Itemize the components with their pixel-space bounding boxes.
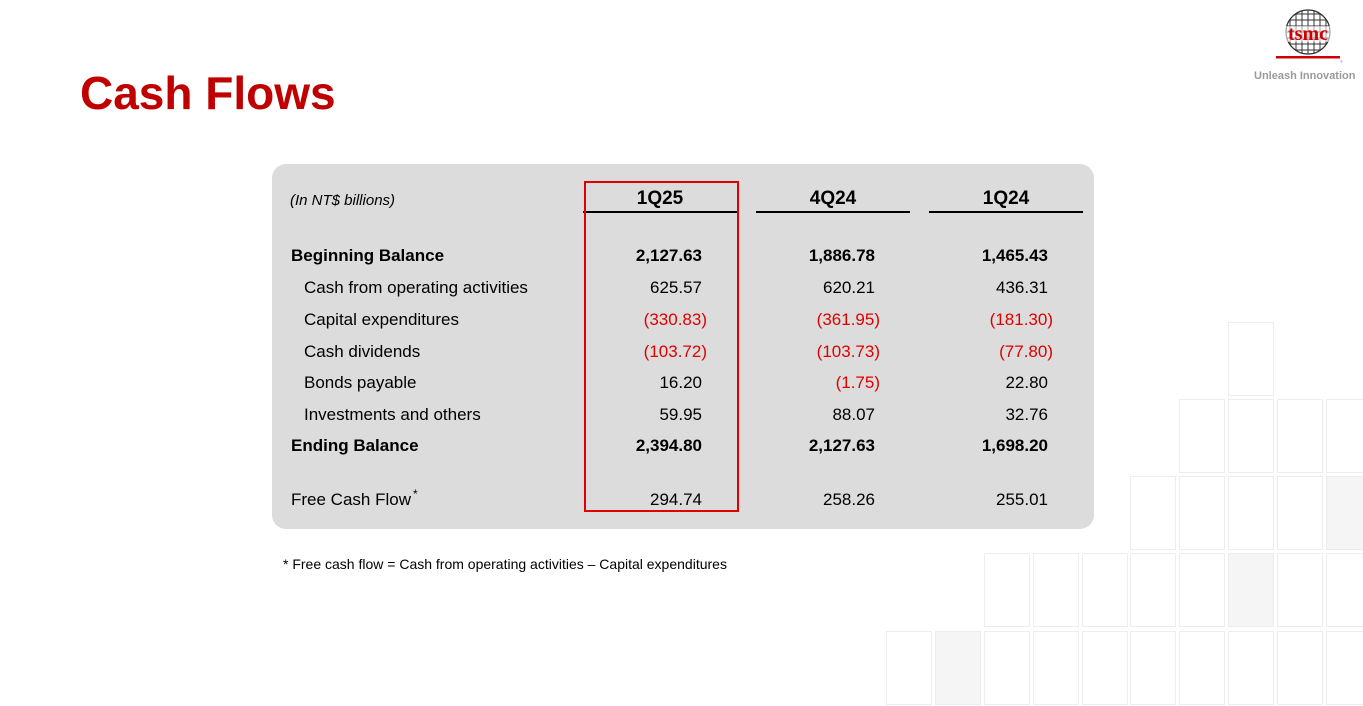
cell-value: 625.57: [650, 278, 702, 297]
cell-value: 1,698.20: [981, 436, 1048, 455]
row-label-free-cash-flow: Free Cash Flow *: [291, 487, 418, 509]
row-label-ending-balance: Ending Balance: [291, 436, 419, 455]
cell-value-negative: (103.73): [816, 342, 880, 361]
cell-value: 2,127.63: [808, 436, 875, 455]
cell-value: 22.80: [1005, 373, 1048, 392]
cell-value-negative: (361.95): [816, 310, 880, 329]
page-title: Cash Flows: [80, 67, 336, 119]
logo-wordmark: tsmc: [1288, 23, 1328, 45]
row-label-operating-activities: Cash from operating activities: [304, 278, 528, 297]
footnote: * Free cash flow = Cash from operating activities – Capital expenditures: [283, 556, 727, 572]
tsmc-logo: [1272, 6, 1344, 64]
cell-value: 255.01: [996, 490, 1048, 509]
column-header-1q24: 1Q24: [982, 188, 1030, 209]
cell-value-negative: (1.75): [835, 373, 880, 392]
highlight-box-1q25: [584, 181, 739, 512]
cell-value: 32.76: [1005, 405, 1048, 424]
company-slogan: Unleash Innovation: [1254, 70, 1356, 82]
cell-value: 2,127.63: [635, 246, 702, 265]
cell-value: 88.07: [832, 405, 875, 424]
column-header-1q25: 1Q25: [636, 188, 684, 209]
row-label-capital-expenditures: Capital expenditures: [304, 310, 459, 329]
cell-value: 1,886.78: [808, 246, 875, 265]
cell-value-negative: (103.72): [643, 342, 707, 361]
cell-value: 258.26: [823, 490, 875, 509]
column-underline: [756, 211, 910, 213]
column-header-4q24: 4Q24: [809, 188, 857, 209]
cell-value: 436.31: [996, 278, 1048, 297]
cell-value: 2,394.80: [635, 436, 702, 455]
unit-label: (In NT$ billions): [290, 192, 396, 209]
cell-value-negative: (181.30): [989, 310, 1053, 329]
cell-value: 59.95: [659, 405, 702, 424]
row-label-bonds-payable: Bonds payable: [304, 373, 417, 392]
cell-value: 294.74: [650, 490, 702, 509]
cell-value: 1,465.43: [981, 246, 1048, 265]
cell-value-negative: (77.80): [999, 342, 1053, 361]
column-underline: [929, 211, 1083, 213]
row-label-cash-dividends: Cash dividends: [304, 342, 421, 361]
row-label-beginning-balance: Beginning Balance: [291, 246, 445, 265]
svg-text:®: ®: [1340, 59, 1343, 64]
cell-value-negative: (330.83): [643, 310, 707, 329]
cell-value: 16.20: [659, 373, 702, 392]
row-label-investments-others: Investments and others: [304, 405, 481, 424]
footnote-marker: *: [412, 487, 418, 501]
cell-value: 620.21: [823, 278, 875, 297]
